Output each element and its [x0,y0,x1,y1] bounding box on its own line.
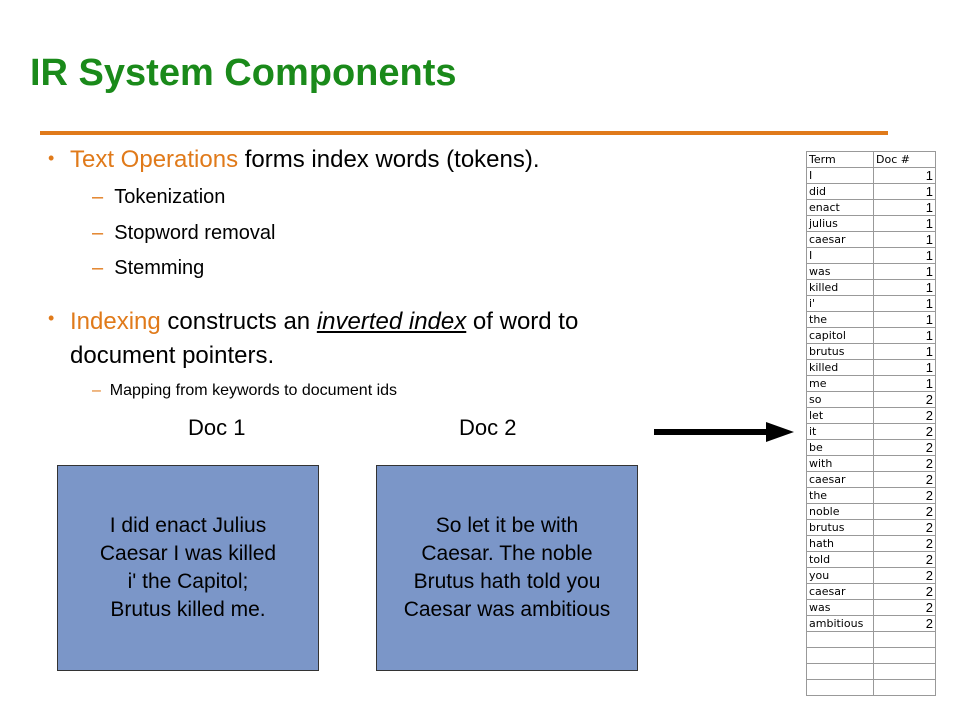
term-cell: killed [807,280,874,296]
table-row [807,392,936,408]
table-row [807,312,936,328]
doc-number-cell [874,664,936,680]
table-row [807,216,936,232]
table-row [807,648,936,664]
doc-number-cell: 1 [874,344,936,360]
doc1-label: Doc 1 [188,415,246,440]
doc-number-cell: 2 [874,504,936,520]
bullet-part2: of word to [466,308,579,335]
doc-number-cell: 1 [874,280,936,296]
term-cell: killed [807,360,874,376]
title-divider [40,131,888,135]
term-cell: enact [807,200,874,216]
subitem-label: Mapping from keywords to document ids [109,382,398,399]
term-cell: I [807,168,874,184]
term-cell: was [807,264,874,280]
doc-number-cell: 2 [874,440,936,456]
table-row [807,632,936,648]
table-row [807,616,936,632]
doc-line: Caesar. The noble [421,542,593,565]
subitem-label: Stopword removal [114,222,276,244]
term-cell: did [807,184,874,200]
doc-number-cell: 2 [874,424,936,440]
term-cell: capitol [807,328,874,344]
bullet-dot: • [48,148,55,168]
doc-number-cell: 1 [874,168,936,184]
table-row [807,552,936,568]
table-row [807,280,936,296]
term-cell: noble [807,504,874,520]
column-header-doc: Doc # [874,152,936,168]
table-row [807,200,936,216]
doc2-label: Doc 2 [459,415,517,440]
bullet-part1: constructs an [160,308,317,335]
term-cell [807,664,874,680]
dash-marker: – [92,222,104,244]
term-cell: julius [807,216,874,232]
doc-number-cell: 2 [874,568,936,584]
bullet-highlight: Indexing [70,308,161,335]
term-cell: so [807,392,874,408]
bullet-dot: • [48,308,55,328]
table-row [807,440,936,456]
doc-number-cell: 2 [874,552,936,568]
table-row [807,664,936,680]
doc-number-cell: 2 [874,408,936,424]
table-row [807,568,936,584]
doc-line: Caesar I was killed [99,542,277,565]
bullet-highlight: Text Operations [70,146,239,173]
doc-number-cell: 1 [874,232,936,248]
term-cell [807,648,874,664]
doc-number-cell: 1 [874,216,936,232]
doc-number-cell [874,632,936,648]
doc-number-cell: 2 [874,488,936,504]
doc-number-cell: 2 [874,472,936,488]
inverted-index-term: inverted index [316,308,467,335]
subitem-label: Stemming [114,257,205,279]
doc-line: i' the Capitol; [127,570,249,593]
doc-number-cell: 2 [874,616,936,632]
subitem-stopword-removal [92,222,275,245]
doc-number-cell: 1 [874,312,936,328]
right-arrow-icon [654,420,794,444]
table-row [807,520,936,536]
term-cell [807,680,874,696]
doc-number-cell: 2 [874,600,936,616]
column-header-term: Term [807,152,874,168]
term-cell: brutus [807,520,874,536]
doc-number-cell: 1 [874,376,936,392]
table-row [807,504,936,520]
table-row [807,184,936,200]
doc-line: Caesar was ambitious [403,598,611,621]
table-body [807,168,936,696]
doc-number-cell: 2 [874,456,936,472]
term-cell: be [807,440,874,456]
table-row [807,424,936,440]
inverted-index-table [806,151,936,696]
term-cell: hath [807,536,874,552]
doc-number-cell: 2 [874,584,936,600]
term-cell: was [807,600,874,616]
term-cell: I [807,248,874,264]
table-row [807,168,936,184]
doc-number-cell: 1 [874,248,936,264]
doc-number-cell: 2 [874,536,936,552]
doc-number-cell: 1 [874,200,936,216]
doc2-box [376,465,638,671]
term-cell: told [807,552,874,568]
table-row [807,456,936,472]
term-cell: the [807,312,874,328]
dash-marker: – [92,257,104,279]
table-row [807,296,936,312]
bullet-text-operations [70,146,540,174]
doc-number-cell [874,648,936,664]
table-row [807,232,936,248]
term-cell: ambitious [807,616,874,632]
table-row [807,248,936,264]
table-row [807,344,936,360]
table-row [807,360,936,376]
table-row [807,600,936,616]
table-row [807,408,936,424]
term-cell: caesar [807,472,874,488]
term-cell: caesar [807,584,874,600]
table-row [807,584,936,600]
dash-marker: – [92,186,104,208]
term-cell: caesar [807,232,874,248]
doc2-text [404,512,611,624]
doc-number-cell: 1 [874,296,936,312]
doc1-text [100,512,276,624]
doc-line: So let it be with [435,514,579,537]
term-cell: it [807,424,874,440]
term-cell: with [807,456,874,472]
table-header-row [807,152,936,168]
doc-number-cell: 1 [874,264,936,280]
bullet-indexing-line2: document pointers. [70,342,275,369]
table-row [807,488,936,504]
table-row [807,472,936,488]
doc-line: Brutus killed me. [110,598,266,621]
doc-number-cell: 1 [874,360,936,376]
doc-number-cell: 1 [874,184,936,200]
bullet-rest: forms index words (tokens). [238,146,540,173]
doc-number-cell: 2 [874,392,936,408]
term-cell [807,632,874,648]
term-cell: brutus [807,344,874,360]
term-cell: you [807,568,874,584]
table-row [807,680,936,696]
doc-line: I did enact Julius [109,514,267,537]
doc1-box [57,465,319,671]
dash-marker: – [92,382,101,399]
slide-title: IR System Components [30,52,457,94]
subitem-mapping [92,382,397,400]
doc-number-cell [874,680,936,696]
subitem-tokenization [92,186,225,209]
subitem-label: Tokenization [114,186,226,208]
table-row [807,536,936,552]
term-cell: let [807,408,874,424]
table-row [807,328,936,344]
doc-number-cell: 2 [874,520,936,536]
term-cell: me [807,376,874,392]
term-cell: the [807,488,874,504]
table-row [807,376,936,392]
doc-line: Brutus hath told you [413,570,601,593]
term-cell: i' [807,296,874,312]
table-row [807,264,936,280]
doc-number-cell: 1 [874,328,936,344]
bullet-indexing [70,308,578,336]
subitem-stemming [92,257,204,280]
